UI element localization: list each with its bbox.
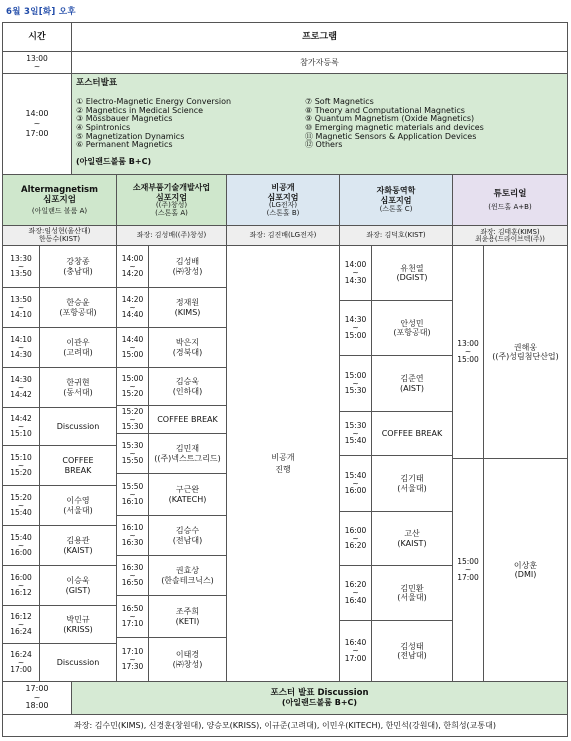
registration-time: 13:00 ~ xyxy=(2,51,72,74)
poster-title: 포스터발표 xyxy=(76,78,118,88)
discussion-cell: Discussion xyxy=(39,407,117,446)
slot-time: 16:00 ~ 16:20 xyxy=(339,511,372,566)
slot-time: 15:20 ~ 15:40 xyxy=(2,485,40,526)
session-title: 소재부품기술개발사업 xyxy=(132,183,211,193)
speaker-cell: 안성민 (포항공대) xyxy=(371,300,453,356)
speaker-cell: 김준연 (AIST) xyxy=(371,355,453,412)
poster-discussion xyxy=(71,681,568,715)
slot-time: 17:10 ~ 17:30 xyxy=(116,637,149,682)
slot-time: 15:00 ~ 15:30 xyxy=(339,355,372,412)
slot-time: 13:00 ~ 15:00 xyxy=(452,245,484,459)
slot-time: 14:10 ~ 14:30 xyxy=(2,327,40,368)
discussion-time: 17:00 ~ 18:00 xyxy=(2,681,72,715)
poster-room: (아일랜드볼룸 B+C) xyxy=(76,156,152,166)
session-title: 비공개 xyxy=(271,183,295,193)
speaker-cell: 김성배 (㈜창성) xyxy=(148,245,227,288)
session-title: 튜토리얼 xyxy=(493,188,527,199)
slot-time: 16:24 ~ 17:00 xyxy=(2,643,40,682)
registration-label: 참가자등록 xyxy=(71,51,568,74)
chair-tutorial: 좌장: 김태훈(KIMS) 최윤용(드라이브텍(주)) xyxy=(452,225,568,246)
slot-time: 16:20 ~ 16:40 xyxy=(339,565,372,621)
slot-time: 15:40 ~ 16:00 xyxy=(339,455,372,512)
speaker-cell: 권효상 (한솔테크닉스) xyxy=(148,555,227,596)
session-header-magnetization-dynamics xyxy=(339,174,453,226)
slot-time: 15:50 ~ 16:10 xyxy=(116,473,149,516)
poster-topic: ⑧ Theory and Computational Magnetics xyxy=(305,105,465,115)
slot-time: 14:30 ~ 15:00 xyxy=(339,300,372,356)
slot-time: 16:50 ~ 17:10 xyxy=(116,595,149,638)
chair-altermagnetism: 좌장:임성현(울산대) 한동수(KIST) xyxy=(2,225,117,246)
slot-time: 14:40 ~ 15:00 xyxy=(116,327,149,368)
session-header-private xyxy=(226,174,340,226)
coffee-break-cell: COFFEE BREAK xyxy=(371,411,453,456)
speaker-cell: 구근완 (KATECH) xyxy=(148,473,227,516)
session-header-materials xyxy=(116,174,227,226)
poster-topic: ⑪ Magnetic Sensors & Application Devices xyxy=(305,131,477,141)
poster-topic: ⑤ Magnetization Dynamics xyxy=(76,131,185,141)
session-title: 자화동역학 xyxy=(376,186,416,196)
chair-magnetization-dynamics: 좌장: 김덕호(KIST) xyxy=(339,225,453,246)
poster-topics-left xyxy=(76,98,305,150)
slot-time: 15:30 ~ 15:50 xyxy=(116,433,149,474)
page-date-header: 6월 3일[화] 오후 xyxy=(6,7,76,17)
speaker-cell: 고산 (KAIST) xyxy=(371,511,453,566)
poster-topic: ④ Spintronics xyxy=(76,122,131,132)
session-subtitle: 심포지엄 xyxy=(380,195,412,205)
slot-time: 16:40 ~ 17:00 xyxy=(339,620,372,682)
coffee-break-cell: COFFEE BREAK xyxy=(148,405,227,434)
poster-topic: ② Magnetics in Medical Science xyxy=(76,105,204,115)
speaker-cell: 이관우 (고려대) xyxy=(39,327,117,368)
chair-materials: 좌장: 김성배((주)창성) xyxy=(116,225,227,246)
session-title: Altermagnetism xyxy=(21,184,98,195)
session-room: (LG전자) (스톤홀 B) xyxy=(266,201,300,217)
discussion-label: 포스터 발표 Discussion xyxy=(270,688,369,699)
private-session-cell: 비공개 진행 xyxy=(226,245,340,682)
slot-time: 14:00 ~ 14:20 xyxy=(116,245,149,288)
session-header-altermagnetism xyxy=(2,174,117,226)
poster-session xyxy=(71,73,568,175)
speaker-cell: 김용관 (KAIST) xyxy=(39,525,117,566)
discussion-room: (아일랜드볼룸 B+C) xyxy=(281,698,358,708)
speaker-cell: 박민규 (KRISS) xyxy=(39,605,117,644)
slot-time: 13:30 ~ 13:50 xyxy=(2,245,40,288)
poster-topic: ⑦ Soft Magnetics xyxy=(305,97,374,106)
session-subtitle: 심포지엄 xyxy=(156,192,187,202)
poster-topic: ① Electro-Magnetic Energy Conversion xyxy=(76,97,232,106)
poster-topics-right xyxy=(305,98,534,150)
slot-time: 15:30 ~ 15:40 xyxy=(339,411,372,456)
session-header-tutorial xyxy=(452,174,568,226)
session-room: (스톤홀 C) xyxy=(379,205,413,214)
slot-time: 16:00 ~ 16:12 xyxy=(2,565,40,606)
poster-topic: ③ Mössbauer Magnetics xyxy=(76,114,173,124)
speaker-cell: 강창종 (충남대) xyxy=(39,245,117,288)
program-column-header: 프로그램 xyxy=(71,22,568,52)
speaker-cell: 이승욱 (GIST) xyxy=(39,565,117,606)
slot-time: 15:00 ~ 17:00 xyxy=(452,458,484,682)
slot-time: 15:00 ~ 15:20 xyxy=(116,367,149,406)
slot-time: 16:10 ~ 16:30 xyxy=(116,515,149,556)
session-room: (아일랜드 볼룸 A) xyxy=(31,206,88,215)
slot-time: 15:10 ~ 15:20 xyxy=(2,445,40,486)
speaker-cell: 김민환 (서울대) xyxy=(371,565,453,621)
poster-topic: ⑫ Others xyxy=(305,140,343,150)
speaker-cell: 이태경 (㈜창성) xyxy=(148,637,227,682)
speaker-cell: 권해웅 ((주)성림첨단산업) xyxy=(483,245,568,459)
speaker-cell: 한귀현 (동서대) xyxy=(39,367,117,408)
speaker-cell: 정재원 (KIMS) xyxy=(148,287,227,328)
session-room: (윈드홀 A+B) xyxy=(488,202,532,211)
speaker-cell: 김민재 ((주)넥스트그리드) xyxy=(148,433,227,474)
poster-topic: ⑥ Permanent Magnetics xyxy=(76,140,173,150)
slot-time: 16:12 ~ 16:24 xyxy=(2,605,40,644)
slot-time: 15:40 ~ 16:00 xyxy=(2,525,40,566)
discussion-cell: Discussion xyxy=(39,643,117,682)
speaker-cell: 한승윤 (포항공대) xyxy=(39,287,117,328)
poster-topic: ⑩ Emerging magnetic materials and devices xyxy=(305,122,484,132)
session-subtitle: 심포지엄 xyxy=(43,194,76,205)
speaker-cell: 김성태 (전남대) xyxy=(371,620,453,682)
speaker-cell: 박은지 (경북대) xyxy=(148,327,227,368)
slot-time: 13:50 ~ 14:10 xyxy=(2,287,40,328)
coffee-break-cell: COFFEE BREAK xyxy=(39,445,117,486)
speaker-cell: 유천열 (DGIST) xyxy=(371,245,453,301)
slot-time: 15:20 ~ 15:30 xyxy=(116,405,149,434)
speaker-cell: 김승욱 (인하대) xyxy=(148,367,227,406)
poster-chairs-footer: 좌장: 김수민(KIMS), 신경훈(창원대), 양승모(KRISS), 이규준(고려대), 이민우(KITECH), 한민석(강원대), 한희성(교통대) xyxy=(2,714,568,737)
speaker-cell: 이상훈 (DMI) xyxy=(483,458,568,682)
slot-time: 16:30 ~ 16:50 xyxy=(116,555,149,596)
slot-time: 14:00 ~ 14:30 xyxy=(339,245,372,301)
time-column-header: 시간 xyxy=(2,22,72,52)
slot-time: 14:20 ~ 14:40 xyxy=(116,287,149,328)
speaker-cell: 김승수 (전남대) xyxy=(148,515,227,556)
speaker-cell: 조주희 (KETI) xyxy=(148,595,227,638)
slot-time: 14:30 ~ 14:42 xyxy=(2,367,40,408)
chair-private: 좌장: 김진배(LG전자) xyxy=(226,225,340,246)
poster-time: 14:00 ~ 17:00 xyxy=(2,73,72,175)
speaker-cell: 김기태 (서울대) xyxy=(371,455,453,512)
poster-topic: ⑨ Quantum Magnetism (Oxide Magnetics) xyxy=(305,114,475,124)
slot-time: 14:42 ~ 15:10 xyxy=(2,407,40,446)
session-subtitle: 심포지엄 xyxy=(267,192,299,202)
speaker-cell: 이수영 (서울대) xyxy=(39,485,117,526)
session-room: ((주)창성) (스톤홀 A) xyxy=(155,201,188,217)
